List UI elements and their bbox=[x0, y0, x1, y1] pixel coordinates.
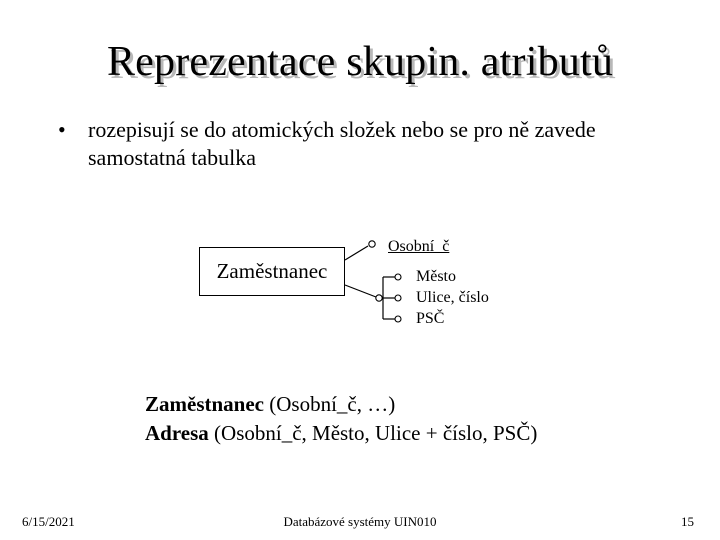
relation-attributes: (Osobní_č, …) bbox=[264, 392, 396, 416]
entity-box: Zaměstnanec bbox=[199, 247, 345, 296]
attribute-ulice: Ulice, číslo bbox=[416, 289, 489, 306]
key-attribute-circle bbox=[369, 241, 375, 247]
relation-name: Zaměstnanec bbox=[145, 392, 264, 416]
key-attribute-connector bbox=[345, 246, 368, 260]
group-attribute-circle bbox=[376, 295, 382, 301]
relation-attributes: (Osobní_č, Město, Ulice + číslo, PSČ) bbox=[208, 421, 538, 445]
bullet-text: rozepisují se do atomických složek nebo se pro ně zavede samostatná tabulka bbox=[88, 117, 596, 170]
relation-name: Adresa bbox=[145, 421, 209, 445]
relation-zamestnanec bbox=[145, 392, 395, 417]
footer-page-number: 15 bbox=[681, 514, 694, 529]
bullet-marker: • bbox=[58, 117, 66, 142]
footer-date: 6/15/2021 bbox=[22, 514, 75, 529]
attribute-psc: PSČ bbox=[416, 310, 445, 327]
key-attribute-label: Osobní_č bbox=[388, 238, 450, 255]
slide-title: Reprezentace skupin. atributů bbox=[106, 39, 614, 85]
attribute-mesto: Město bbox=[416, 268, 456, 285]
footer-course: Databázové systémy UIN010 bbox=[283, 514, 437, 529]
circle-psc bbox=[395, 316, 401, 322]
group-attribute-connector bbox=[345, 285, 376, 297]
relation-adresa bbox=[145, 421, 537, 446]
circle-ulice bbox=[395, 295, 401, 301]
circle-mesto bbox=[395, 274, 401, 280]
